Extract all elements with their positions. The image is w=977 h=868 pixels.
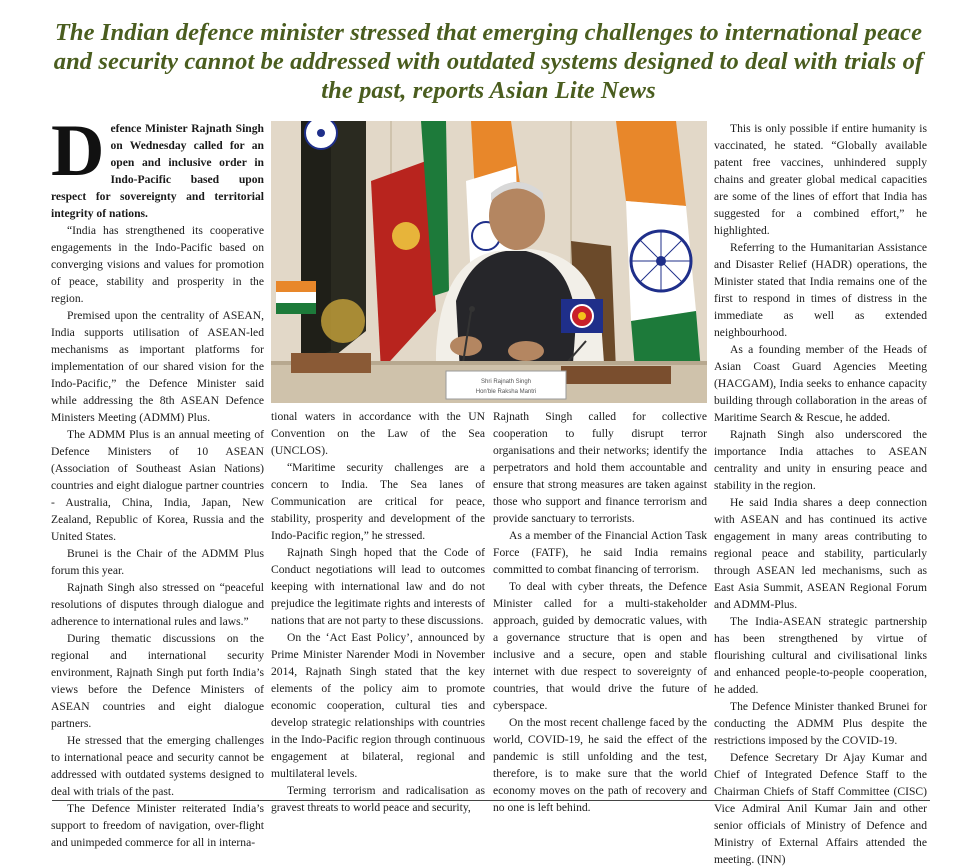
paragraph: During thematic discussions on the regional and international security environment, Rajnath Singh put forth India’s views before the Defence Ministers of ASEAN countries and eight dialogue partners.: [51, 632, 264, 730]
nameplate-subtext: Hon'ble Raksha Mantri: [475, 389, 537, 395]
paragraph: The India-ASEAN strategic partnership has been strengthened by virtue of flourishing cultural and civilisational links and enhanced people-to-people cooperation, he added.: [714, 615, 927, 696]
column-3: [493, 408, 707, 816]
lead-paragraph: [51, 110, 264, 222]
column-4: [714, 120, 927, 868]
headline: The Indian defence minister stressed that emerging challenges to international peace and security cannot be addressed with outdated systems designed to deal with trials of the past, reports Asian Lite News: [53, 19, 924, 104]
paragraph: Rajnath Singh also stressed on “peaceful resolutions of disputes through dialogue and adherence to international rules and laws.”: [51, 581, 264, 628]
asean-flag-icon: [561, 299, 603, 333]
bottom-rule: [52, 800, 930, 801]
drop-cap: D: [51, 110, 105, 192]
paragraph: Premised upon the centrality of ASEAN, India supports utilisation of ASEAN-led mechanisms as important platforms for implementation of our shared vision for the Indo-Pacific,” the Defence Minister said while addressing the 8th ASEAN Defence Ministers Meeting (ADMM) Plus.: [51, 309, 264, 424]
paragraph: Referring to the Humanitarian Assistance and Disaster Relief (HADR) operations, the Minister stated that India remains one of the first to respond in times of distress in the immediate as well as extended neighbourhood.: [714, 241, 927, 339]
paragraph: As a founding member of the Heads of Asian Coast Guard Agencies Meeting (HACGAM), India seeks to enhance capacity building through collaboration in the areas of Maritime Search & Rescue, he added.: [714, 343, 927, 424]
paragraph: He stressed that the emerging challenges to international peace and security cannot be addressed with outdated systems designed to deal with trials of the past.: [51, 734, 264, 798]
paragraph: On the most recent challenge faced by the world, COVID-19, he said the effect of the pandemic is still unfolding and the test, therefore, is to make sure that the world economy moves on the path of recovery and no one is left behind.: [493, 716, 707, 814]
paragraph: To deal with cyber threats, the Defence Minister called for a multi-stakeholder approach, guided by democratic values, with a governance structure that is open and inclusive and a secure, open and stable internet with due respect to sovereignty of countries, that would drive the future of cyberspace.: [493, 580, 707, 712]
army-flag-icon: [301, 121, 366, 371]
paragraph: Rajnath Singh also underscored the importance India attaches to ASEAN centrality and unity in ensuring peace and stability in the region.: [714, 428, 927, 492]
paragraph: This is only possible if entire humanity is vaccinated, he stated. “Globally available patent free vaccines, unhindered supply chains and greater global medical capacities are some of the lines of effort that India has suggested for a combined effort,” he highlighted.: [714, 122, 927, 237]
paragraph: As a member of the Financial Action Task Force (FATF), he said India remains committed to combat financing of terrorism.: [493, 529, 707, 576]
paragraph: “Maritime security challenges are a concern to India. The Sea lanes of Communication are critical for peace, stability, prosperity and development of the Indo-Pacific region,” he stressed.: [271, 461, 485, 542]
paragraph: “India has strengthened its cooperative engagements in the Indo-Pacific based on converging visions and values for promotion of peace, stability and prosperity in the region.: [51, 224, 264, 305]
column-2: [271, 408, 485, 816]
paragraph: Rajnath Singh hoped that the Code of Conduct negotiations will lead to outcomes keeping with international law and do not prejudice the legitimate rights and interests of nations that are not party to these discussions.: [271, 546, 485, 627]
paragraph: He said India shares a deep connection with ASEAN and has continued its active engagement in many areas contributing to regional peace and stability, particularly through ASEAN led mechanisms, such as East Asia Summit, ASEAN Regional Forum and ADMM-Plus.: [714, 496, 927, 611]
paragraph: Terming terrorism and radicalisation as gravest threats to world peace and security,: [271, 784, 485, 814]
paragraph: Brunei is the Chair of the ADMM Plus forum this year.: [51, 547, 264, 577]
column-1: [51, 110, 264, 851]
paragraph: Rajnath Singh called for collective cooperation to fully disrupt terror organisations and their networks; identify the perpetrators and hold them accountable and ensure that strong measures are taken against those who support and finance terrorism and provide sanctuary to terrorists.: [493, 410, 707, 525]
lead-text: efence Minister Rajnath Singh on Wednesday called for an open and inclusive order in Indo-Pacific based upon respect for sovereignty and territorial integrity of nations.: [51, 122, 264, 220]
paragraph: Defence Secretary Dr Ajay Kumar and Chief of Integrated Defence Staff to the Chairman Chiefs of Staff Committee (CISC) Vice Admiral Anil Kumar Jain and other senior officials of Ministry of Defence and Ministry of External Affairs attended the meeting. (INN): [714, 751, 927, 866]
paragraph: The ADMM Plus is an annual meeting of Defence Ministers of 10 ASEAN (Association of Southeast Asian Nations) countries and eight dialogue partner countries - Australia, China, India, Japan, New Zealand, Republic of Korea, Russia and the United States.: [51, 428, 264, 543]
paragraph: The Defence Minister thanked Brunei for conducting the ADMM Plus despite the restrictions imposed by the COVID-19.: [714, 700, 927, 747]
ashoka-chakra-icon: [631, 231, 691, 291]
article-photo: [271, 121, 707, 403]
paragraph: On the ‘Act East Policy’, announced by Prime Minister Narender Modi in November 2014, Rajnath Singh stated that the key elements of the policy aim to promote economic cooperation, cultural ties and develop strategic relationships with countries in the Indo-Pacific region through continuous engagement at bilateral, regional and multilateral levels.: [271, 631, 485, 780]
nameplate-text: Shri Rajnath Singh: [480, 379, 532, 385]
paragraph: tional waters in accordance with the UN Convention on the Law of the Sea (UNCLOS).: [271, 410, 485, 457]
paragraph: The Defence Minister reiterated India’s support to freedom of navigation, over-flight and unimpeded commerce for all in interna-: [51, 802, 264, 849]
